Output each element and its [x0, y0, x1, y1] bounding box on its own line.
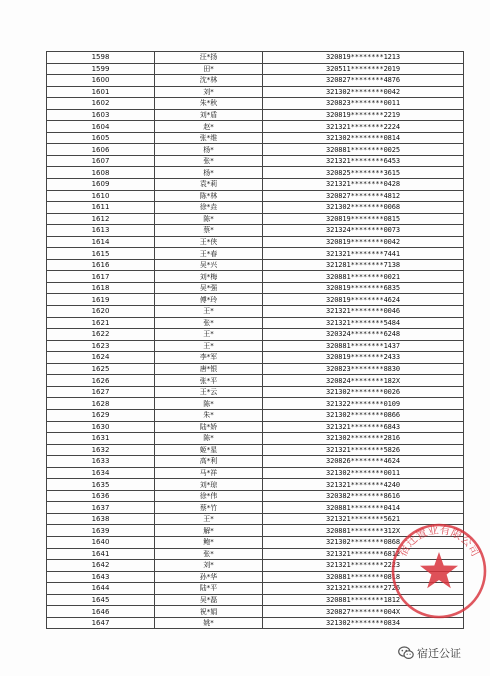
name-cell: 姚*: [155, 617, 263, 629]
id-number-cell: 321302********0868: [263, 536, 464, 548]
id-number-cell: 321302********0068: [263, 202, 464, 214]
id-number-cell: 320819********2219: [263, 109, 464, 121]
table-row: [47, 155, 464, 167]
table-row: [47, 52, 464, 64]
table-row: [47, 479, 464, 491]
row-number-cell: 1611: [47, 202, 155, 214]
name-cell: 孙*华: [155, 571, 263, 583]
name-cell: 蔡*竹: [155, 502, 263, 514]
row-number-cell: 1616: [47, 259, 155, 271]
name-cell: 田*: [155, 63, 263, 75]
table-row: [47, 456, 464, 468]
table-row: [47, 132, 464, 144]
name-cell: 王*: [155, 329, 263, 341]
id-number-cell: 321302********0026: [263, 386, 464, 398]
row-number-cell: 1625: [47, 363, 155, 375]
row-number-cell: 1620: [47, 306, 155, 318]
row-number-cell: 1632: [47, 444, 155, 456]
name-cell: 唐*银: [155, 363, 263, 375]
table-row: [47, 340, 464, 352]
table-row: [47, 433, 464, 445]
name-cell: 朱*: [155, 409, 263, 421]
row-number-cell: 1600: [47, 75, 155, 87]
table-row: [47, 63, 464, 75]
row-number-cell: 1604: [47, 121, 155, 133]
name-cell: 刘*梅: [155, 271, 263, 283]
id-number-cell: 320881********0021: [263, 271, 464, 283]
table-row: [47, 617, 464, 629]
name-cell: 李*军: [155, 352, 263, 364]
table-row: [47, 375, 464, 387]
row-number-cell: 1623: [47, 340, 155, 352]
row-number-cell: 1638: [47, 513, 155, 525]
name-cell: 刘*: [155, 86, 263, 98]
id-number-cell: 320511********2019: [263, 63, 464, 75]
table-row: [47, 583, 464, 595]
name-cell: 陈*: [155, 433, 263, 445]
roster-body: [47, 52, 464, 629]
name-cell: 姬*星: [155, 444, 263, 456]
row-number-cell: 1601: [47, 86, 155, 98]
name-cell: 张*: [155, 317, 263, 329]
name-cell: 张*平: [155, 375, 263, 387]
name-cell: 赵*: [155, 121, 263, 133]
name-cell: 王*云: [155, 386, 263, 398]
id-number-cell: 320827********4812: [263, 190, 464, 202]
id-number-cell: 321324********0073: [263, 225, 464, 237]
row-number-cell: 1635: [47, 479, 155, 491]
row-number-cell: 1628: [47, 398, 155, 410]
name-cell: 徐*垚: [155, 202, 263, 214]
table-row: [47, 144, 464, 156]
row-number-cell: 1644: [47, 583, 155, 595]
id-number-cell: 321321********5826: [263, 444, 464, 456]
row-number-cell: 1614: [47, 236, 155, 248]
name-cell: 鲍*: [155, 536, 263, 548]
id-number-cell: 320819********4624: [263, 294, 464, 306]
id-number-cell: 320881********312X: [263, 525, 464, 537]
id-number-cell: 321321********6843: [263, 421, 464, 433]
table-row: [47, 594, 464, 606]
name-cell: 陆*娇: [155, 421, 263, 433]
row-number-cell: 1605: [47, 132, 155, 144]
id-number-cell: 321321********0428: [263, 179, 464, 191]
row-number-cell: 1610: [47, 190, 155, 202]
row-number-cell: 1612: [47, 213, 155, 225]
table-row: [47, 467, 464, 479]
row-number-cell: 1607: [47, 155, 155, 167]
row-number-cell: 1646: [47, 606, 155, 618]
row-number-cell: 1631: [47, 433, 155, 445]
name-cell: 王*侠: [155, 236, 263, 248]
table-row: [47, 109, 464, 121]
wechat-icon: [398, 646, 414, 660]
name-cell: 汪*扬: [155, 52, 263, 64]
name-cell: 马*祥: [155, 467, 263, 479]
row-number-cell: 1618: [47, 282, 155, 294]
table-row: [47, 202, 464, 214]
id-number-cell: 320881********0025: [263, 144, 464, 156]
name-cell: 刘*琼: [155, 479, 263, 491]
row-number-cell: 1626: [47, 375, 155, 387]
table-row: [47, 294, 464, 306]
table-row: [47, 560, 464, 572]
row-number-cell: 1630: [47, 421, 155, 433]
id-number-cell: 320819********0815: [263, 213, 464, 225]
row-number-cell: 1608: [47, 167, 155, 179]
row-number-cell: 1647: [47, 617, 155, 629]
table-row: [47, 179, 464, 191]
row-number-cell: 1642: [47, 560, 155, 572]
id-number-cell: 320819********2433: [263, 352, 464, 364]
table-row: [47, 167, 464, 179]
id-number-cell: 321302********0834: [263, 617, 464, 629]
row-number-cell: 1621: [47, 317, 155, 329]
id-number-cell: 321302********2816: [263, 433, 464, 445]
name-cell: 朱*秋: [155, 98, 263, 110]
id-number-cell: 320881********0414: [263, 502, 464, 514]
row-number-cell: 1624: [47, 352, 155, 364]
id-number-cell: 320881********1812: [263, 594, 464, 606]
id-number-cell: 321321********6812: [263, 548, 464, 560]
name-cell: 解*: [155, 525, 263, 537]
row-number-cell: 1640: [47, 536, 155, 548]
name-cell: 祝*娟: [155, 606, 263, 618]
row-number-cell: 1637: [47, 502, 155, 514]
row-number-cell: 1645: [47, 594, 155, 606]
id-number-cell: 320827********4876: [263, 75, 464, 87]
id-number-cell: 320826********4624: [263, 456, 464, 468]
table-row: [47, 86, 464, 98]
id-number-cell: 321321********5621: [263, 513, 464, 525]
table-row: [47, 121, 464, 133]
name-cell: 王*春: [155, 248, 263, 260]
footer-brand: [398, 645, 461, 661]
table-row: [47, 282, 464, 294]
table-row: [47, 386, 464, 398]
name-cell: 张*: [155, 548, 263, 560]
table-row: [47, 329, 464, 341]
table-row: [47, 606, 464, 618]
row-number-cell: 1602: [47, 98, 155, 110]
row-number-cell: 1603: [47, 109, 155, 121]
row-number-cell: 1619: [47, 294, 155, 306]
name-cell: 傅*玲: [155, 294, 263, 306]
footer-brand-label: 宿迁公证: [417, 647, 461, 660]
row-number-cell: 1622: [47, 329, 155, 341]
table-row: [47, 306, 464, 318]
table-row: [47, 363, 464, 375]
id-number-cell: 321302********0814: [263, 132, 464, 144]
row-number-cell: 1641: [47, 548, 155, 560]
row-number-cell: 1615: [47, 248, 155, 260]
name-cell: 陈*: [155, 213, 263, 225]
row-number-cell: 1598: [47, 52, 155, 64]
name-cell: 刘*: [155, 560, 263, 572]
name-cell: 张*维: [155, 132, 263, 144]
row-number-cell: 1633: [47, 456, 155, 468]
id-number-cell: 320823********0011: [263, 98, 464, 110]
id-number-cell: 321321********4240: [263, 479, 464, 491]
row-number-cell: 1636: [47, 490, 155, 502]
table-row: [47, 236, 464, 248]
table-row: [47, 444, 464, 456]
row-number-cell: 1613: [47, 225, 155, 237]
name-cell: 王*: [155, 340, 263, 352]
row-number-cell: 1629: [47, 409, 155, 421]
id-number-cell: 320819********0042: [263, 236, 464, 248]
name-cell: 蔡*: [155, 225, 263, 237]
id-number-cell: 320827********004X: [263, 606, 464, 618]
id-number-cell: 321302********0866: [263, 409, 464, 421]
table-row: [47, 352, 464, 364]
id-number-cell: 320324********6248: [263, 329, 464, 341]
name-cell: 陈*林: [155, 190, 263, 202]
name-cell: 袁*莉: [155, 179, 263, 191]
id-number-cell: 321281********7138: [263, 259, 464, 271]
table-row: [47, 398, 464, 410]
id-number-cell: 321321********5484: [263, 317, 464, 329]
table-row: [47, 409, 464, 421]
row-number-cell: 1617: [47, 271, 155, 283]
name-cell: 刘*盾: [155, 109, 263, 121]
row-number-cell: 1634: [47, 467, 155, 479]
table-row: [47, 225, 464, 237]
table-row: [47, 271, 464, 283]
name-cell: 吴*兴: [155, 259, 263, 271]
id-number-cell: 320819********1213: [263, 52, 464, 64]
table-row: [47, 213, 464, 225]
table-row: [47, 259, 464, 271]
id-number-cell: 320824********182X: [263, 375, 464, 387]
svg-text:宿迁置业有限公司: 宿迁置业有限公司: [395, 523, 483, 559]
id-number-cell: 321321********2224: [263, 121, 464, 133]
row-number-cell: 1606: [47, 144, 155, 156]
table-row: [47, 421, 464, 433]
table-row: [47, 525, 464, 537]
name-cell: 陈*: [155, 398, 263, 410]
id-number-cell: 321321********6453: [263, 155, 464, 167]
name-cell: 杨*: [155, 144, 263, 156]
id-number-cell: 321321********7441: [263, 248, 464, 260]
name-cell: 陆*平: [155, 583, 263, 595]
id-number-cell: 321321********2726: [263, 583, 464, 595]
table-row: [47, 75, 464, 87]
name-cell: 杨*: [155, 167, 263, 179]
table-row: [47, 571, 464, 583]
table-row: [47, 317, 464, 329]
id-number-cell: 320825********3615: [263, 167, 464, 179]
row-number-cell: 1609: [47, 179, 155, 191]
name-cell: 高*利: [155, 456, 263, 468]
row-number-cell: 1627: [47, 386, 155, 398]
id-number-cell: 321322********0109: [263, 398, 464, 410]
table-row: [47, 190, 464, 202]
name-cell: 王*: [155, 306, 263, 318]
table-row: [47, 536, 464, 548]
name-cell: 吴*磊: [155, 594, 263, 606]
id-number-cell: 321321********2223: [263, 560, 464, 572]
id-number-cell: 320881********0818: [263, 571, 464, 583]
name-cell: 徐*伟: [155, 490, 263, 502]
name-cell: 沈*林: [155, 75, 263, 87]
name-cell: 张*: [155, 155, 263, 167]
name-cell: 吴*强: [155, 282, 263, 294]
id-number-cell: 320823********8830: [263, 363, 464, 375]
id-number-cell: 320819********6835: [263, 282, 464, 294]
table-row: [47, 490, 464, 502]
id-number-cell: 321302********0011: [263, 467, 464, 479]
table-row: [47, 502, 464, 514]
table-row: [47, 548, 464, 560]
row-number-cell: 1599: [47, 63, 155, 75]
table-row: [47, 513, 464, 525]
id-number-cell: 320881********1437: [263, 340, 464, 352]
row-number-cell: 1639: [47, 525, 155, 537]
id-number-cell: 320382********8616: [263, 490, 464, 502]
table-row: [47, 248, 464, 260]
name-cell: 王*: [155, 513, 263, 525]
table-row: [47, 98, 464, 110]
roster-table: [46, 51, 464, 629]
row-number-cell: 1643: [47, 571, 155, 583]
id-number-cell: 321321********0046: [263, 306, 464, 318]
id-number-cell: 321302********0042: [263, 86, 464, 98]
